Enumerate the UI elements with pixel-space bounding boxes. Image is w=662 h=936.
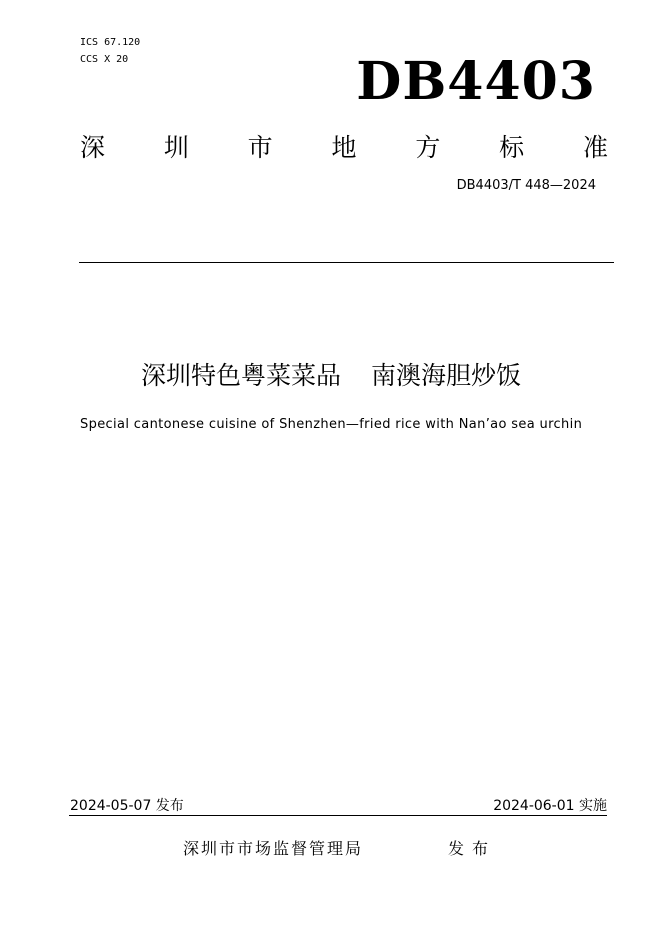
chinese-title-part2: 南澳海胆炒饭 xyxy=(371,361,522,390)
standard-type-char: 市 xyxy=(247,133,273,162)
standard-code-heading: DB4403 xyxy=(356,51,596,112)
english-title: Special cantonese cuisine of Shenzhen—fried rice with Nan’ao sea urchin xyxy=(80,417,583,432)
standard-type xyxy=(80,128,608,164)
standard-type-char: 圳 xyxy=(163,133,189,162)
classification-codes xyxy=(80,34,140,68)
standard-number: DB4403/T 448—2024 xyxy=(456,178,596,193)
implement-date: 2024-06-01 实施 xyxy=(493,798,607,814)
chinese-title xyxy=(0,358,662,394)
ccs-code: CCS X 20 xyxy=(80,54,129,65)
standard-type-char: 地 xyxy=(331,133,357,162)
chinese-title-part1: 深圳特色粤菜菜品 xyxy=(140,361,341,390)
standard-type-char: 方 xyxy=(415,133,441,162)
ics-code: ICS 67.120 xyxy=(80,37,141,48)
standard-type-char: 准 xyxy=(582,133,608,162)
top-divider xyxy=(79,262,614,263)
bottom-divider xyxy=(69,815,607,816)
publish-date: 2024-05-07 发布 xyxy=(70,798,184,814)
standard-type-char: 深 xyxy=(80,133,106,162)
issuer-name: 深圳市市场监督管理局 xyxy=(183,839,364,858)
standard-type-char: 标 xyxy=(499,133,525,162)
issuer-verb: 发布 xyxy=(448,839,497,858)
